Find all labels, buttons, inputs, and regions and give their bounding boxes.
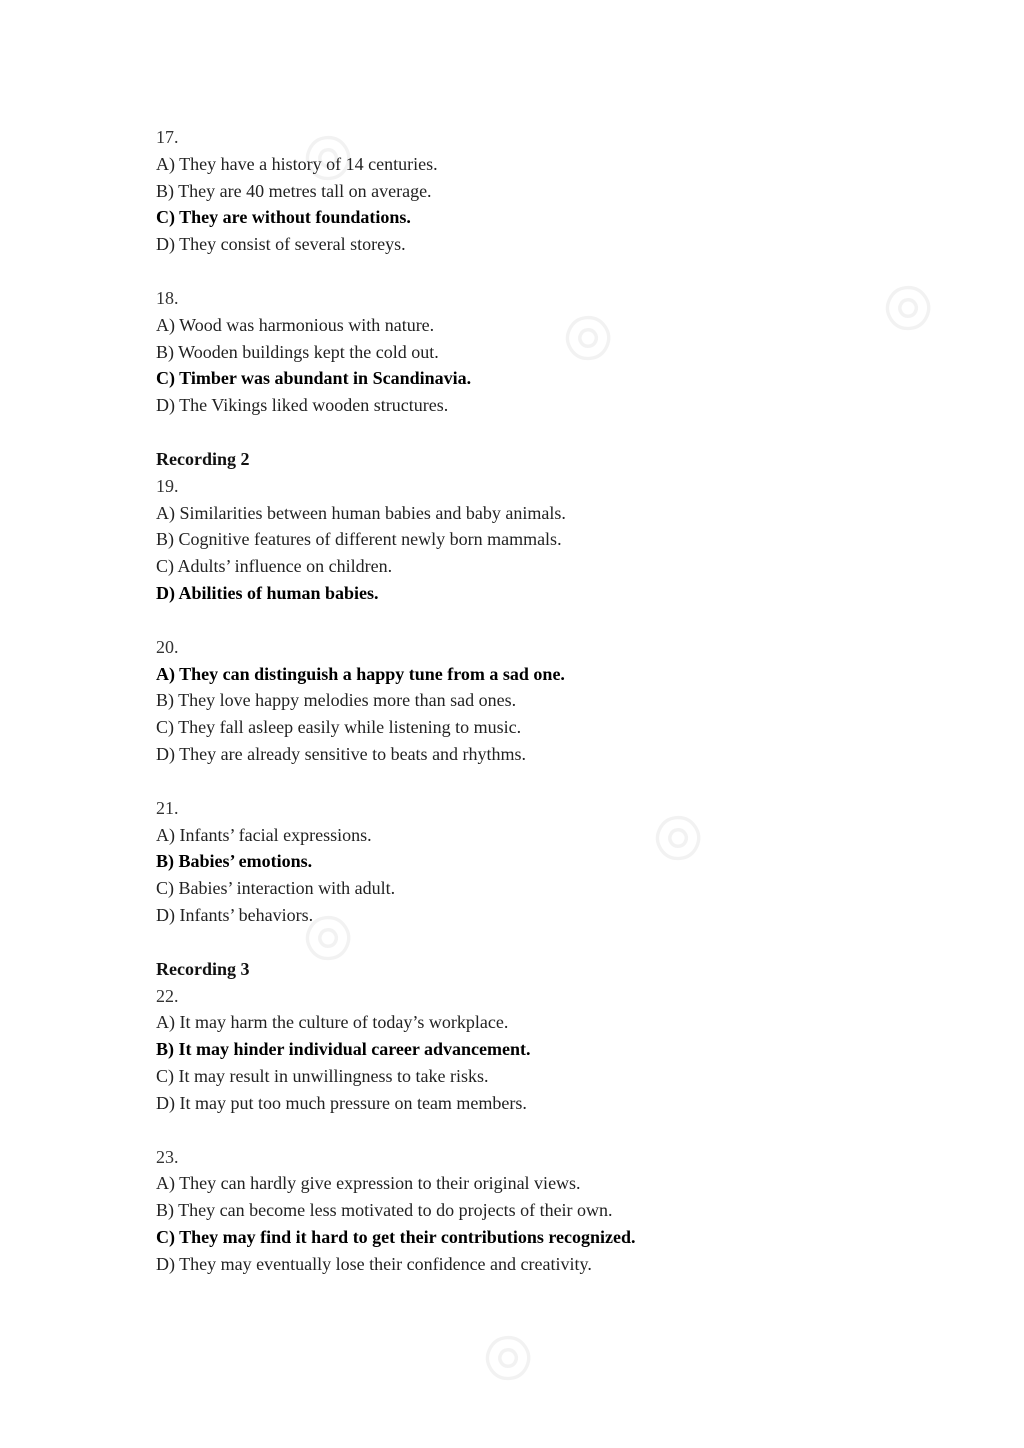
question-number: 22. <box>156 985 179 1006</box>
questions-content <box>156 124 876 1277</box>
option-d: D) It may put too much pressure on team members. <box>156 1092 527 1113</box>
question-18 <box>156 285 876 419</box>
option-a: A) Similarities between human babies and baby animals. <box>156 502 566 523</box>
watermark-mark: ◎ <box>545 291 626 377</box>
option-a-correct: A) They can distinguish a happy tune from a sad one. <box>156 663 565 684</box>
option-c-correct: C) Timber was abundant in Scandinavia. <box>156 368 472 389</box>
question-number: 20. <box>156 636 179 657</box>
watermark-mark: ◎ <box>635 791 716 877</box>
option-c: C) Babies’ interaction with adult. <box>156 878 396 899</box>
question-20 <box>156 634 876 768</box>
question-19 <box>156 473 876 607</box>
option-c-correct: C) They may find it hard to get their contributions recognized. <box>156 1226 636 1247</box>
option-d: D) They are already sensitive to beats and rhythms. <box>156 743 527 764</box>
watermark-mark: ◎ <box>465 1311 546 1397</box>
option-d: D) The Vikings liked wooden structures. <box>156 395 449 416</box>
option-a: A) They can hardly give expression to their original views. <box>156 1173 581 1194</box>
option-b: B) They are 40 metres tall on average. <box>156 180 432 201</box>
question-21 <box>156 795 876 929</box>
option-d: D) They may eventually lose their confidence and creativity. <box>156 1253 592 1274</box>
watermark-mark: ◎ <box>285 111 366 197</box>
option-a: A) Infants’ facial expressions. <box>156 824 372 845</box>
question-17 <box>156 124 876 258</box>
option-a: A) They have a history of 14 centuries. <box>156 153 438 174</box>
question-number: 19. <box>156 475 179 496</box>
recording-3-heading: Recording 3 <box>156 958 250 979</box>
option-b-correct: B) Babies’ emotions. <box>156 851 313 872</box>
question-23 <box>156 1144 876 1278</box>
option-b-correct: B) It may hinder individual career advancement. <box>156 1039 531 1060</box>
question-number: 21. <box>156 797 179 818</box>
question-number: 17. <box>156 127 179 147</box>
recording-2-heading: Recording 2 <box>156 448 250 469</box>
question-number: 18. <box>156 287 179 308</box>
question-22 <box>156 983 876 1117</box>
option-b: B) They can become less motivated to do projects of their own. <box>156 1200 613 1221</box>
option-b: B) Wooden buildings kept the cold out. <box>156 341 439 362</box>
option-d: D) Infants’ behaviors. <box>156 904 314 925</box>
option-b: B) They love happy melodies more than sad ones. <box>156 690 517 711</box>
option-b: B) Cognitive features of different newly born mammals. <box>156 529 562 550</box>
option-c: C) It may result in unwillingness to take risks. <box>156 1065 489 1086</box>
option-c-correct: C) They are without foundations. <box>156 207 411 228</box>
watermark-mark: ◎ <box>865 261 946 347</box>
watermark-mark: ◎ <box>285 891 366 977</box>
option-d: D) They consist of several storeys. <box>156 234 406 255</box>
question-number: 23. <box>156 1146 179 1167</box>
option-d-correct: D) Abilities of human babies. <box>156 582 379 603</box>
option-c: C) Adults’ influence on children. <box>156 556 393 577</box>
option-a: A) Wood was harmonious with nature. <box>156 314 435 335</box>
option-a: A) It may harm the culture of today’s workplace. <box>156 1012 509 1033</box>
option-c: C) They fall asleep easily while listening to music. <box>156 717 522 738</box>
